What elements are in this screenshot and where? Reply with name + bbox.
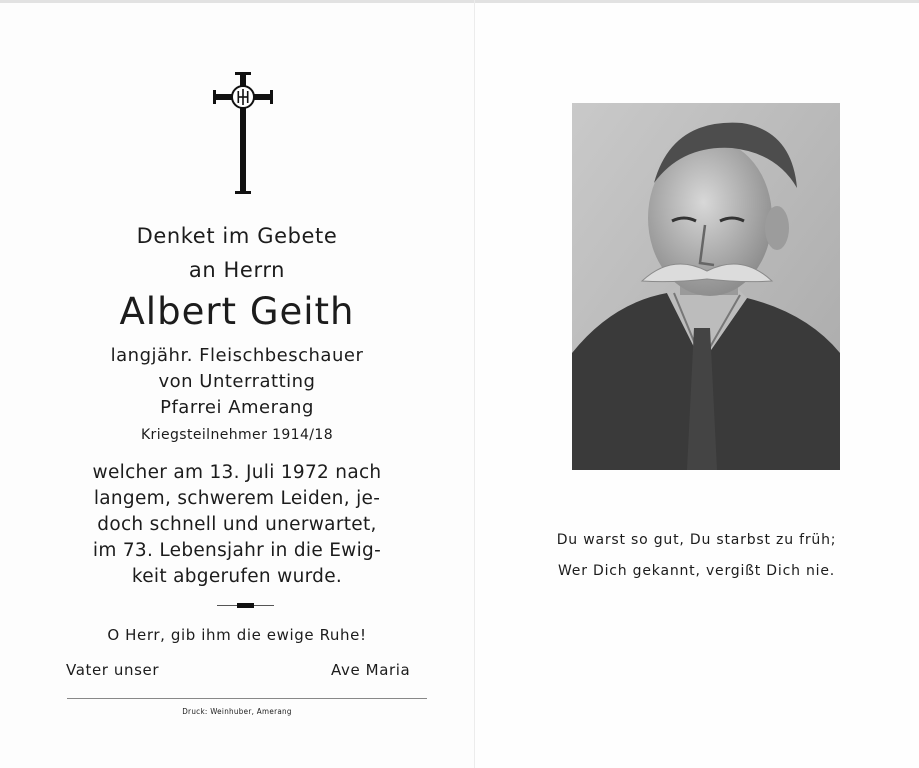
prayer-ave-maria: Ave Maria xyxy=(331,661,411,679)
cross-icon xyxy=(213,72,273,194)
portrait-photo xyxy=(572,103,840,470)
divider-bar xyxy=(237,603,254,608)
top-edge-shadow xyxy=(0,0,919,3)
intro-line-2: an Herrn xyxy=(188,258,286,282)
intro-line-1: Denket im Gebete xyxy=(136,224,338,248)
death-notice-text xyxy=(0,460,474,590)
verse-line-1: Du warst so gut, Du starbst zu früh; xyxy=(556,532,837,548)
body-line: langem, schwerem Leiden, je- xyxy=(93,488,381,509)
prayer-line: O Herr, gib ihm die ewige Ruhe! xyxy=(107,626,367,644)
veteran-note: Kriegsteilnehmer 1914/18 xyxy=(140,427,334,443)
parish: Pfarrei Amerang xyxy=(160,397,314,418)
prayer-vater-unser: Vater unser xyxy=(66,661,160,679)
printer-credit: Druck: Weinhuber, Amerang xyxy=(182,707,292,716)
verse-line-2: Wer Dich gekannt, vergißt Dich nie. xyxy=(557,563,836,579)
body-line: doch schnell und unerwartet, xyxy=(97,514,377,535)
deceased-name: Albert Geith xyxy=(119,290,355,333)
footer-rule xyxy=(67,698,427,699)
fold-line xyxy=(474,0,475,768)
village: von Unterratting xyxy=(158,371,316,392)
body-line: im 73. Lebensjahr in die Ewig- xyxy=(92,540,382,561)
body-line: keit abgerufen wurde. xyxy=(131,566,343,587)
occupation: langjähr. Fleischbeschauer xyxy=(110,345,364,366)
ornament-divider xyxy=(217,603,274,608)
body-line: welcher am 13. Juli 1972 nach xyxy=(92,462,382,483)
portrait-image xyxy=(572,103,840,470)
